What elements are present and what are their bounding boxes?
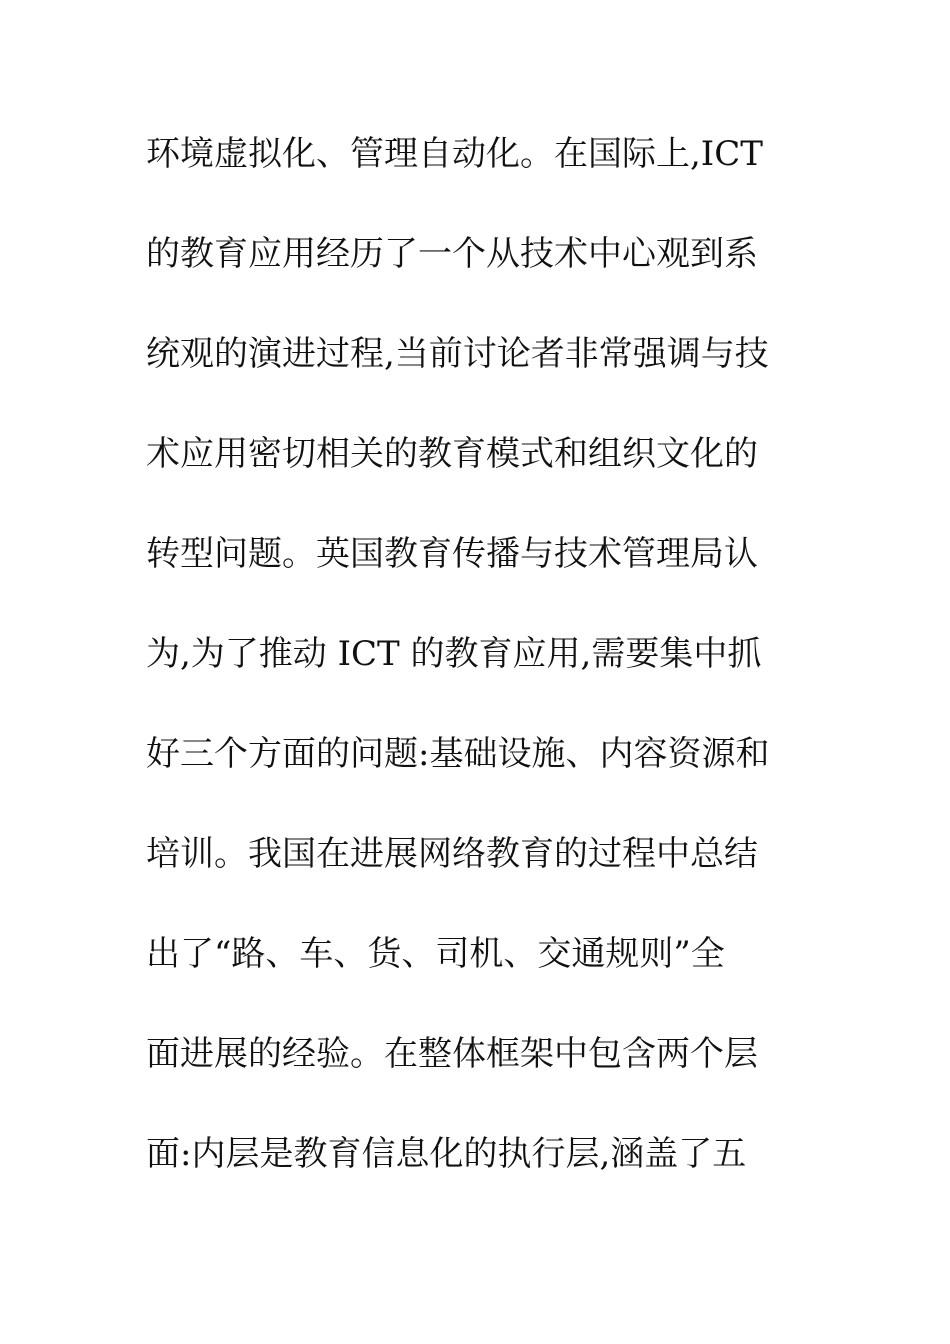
text-line-3: 统观的演进过程,当前讨论者非常强调与技 <box>146 334 769 374</box>
text-line-4: 术应用密切相关的教育模式和组织文化的 <box>146 434 758 474</box>
body-text <box>146 124 826 1224</box>
text-line-6: 为,为了推动 ICT 的教育应用,需要集中抓 <box>146 634 762 674</box>
text-line-11: 面:内层是教育信息化的执行层,涵盖了五 <box>146 1134 747 1174</box>
text-line-7: 好三个方面的问题:基础设施、内容资源和 <box>146 734 770 774</box>
text-line-2: 的教育应用经历了一个从技术中心观到系 <box>146 234 758 274</box>
text-line-1: 环境虚拟化、管理自动化。在国际上,ICT <box>146 134 763 174</box>
text-line-8: 培训。我国在进展网络教育的过程中总结 <box>146 834 758 874</box>
text-line-5: 转型问题。英国教育传播与技术管理局认 <box>146 534 758 574</box>
text-line-10: 面进展的经验。在整体框架中包含两个层 <box>146 1034 758 1074</box>
text-line-9: 出了“路、车、货、司机、交通规则”全 <box>146 934 725 974</box>
